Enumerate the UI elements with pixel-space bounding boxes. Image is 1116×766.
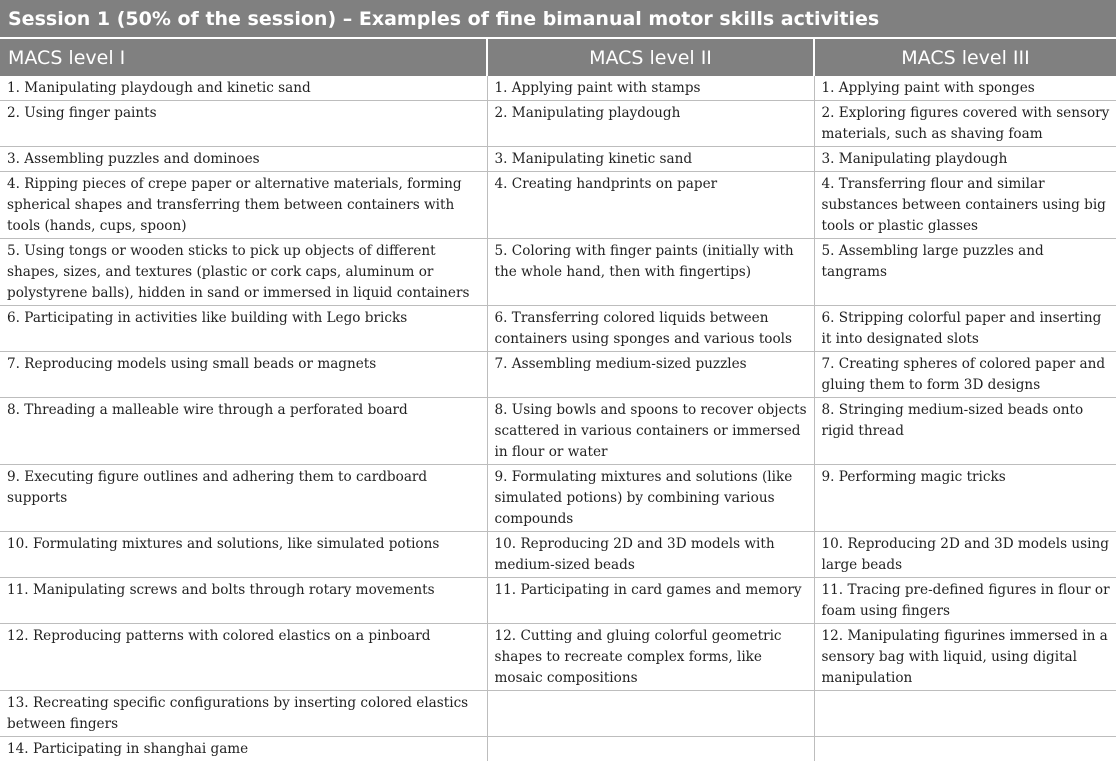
table-cell-macs-2: 2. Manipulating playdough — [487, 101, 814, 147]
table-cell-macs-2: 7. Assembling medium-sized puzzles — [487, 352, 814, 398]
table-cell-macs-3: 7. Creating spheres of colored paper and gluing them to form 3D designs — [814, 352, 1116, 398]
table-row — [0, 101, 1116, 147]
table-row — [0, 306, 1116, 352]
table-cell-macs-3: 6. Stripping colorful paper and inserting it into designated slots — [814, 306, 1116, 352]
table-cell-macs-2: 3. Manipulating kinetic sand — [487, 147, 814, 172]
table-cell-macs-2: 6. Transferring colored liquids between containers using sponges and various tools — [487, 306, 814, 352]
table-row — [0, 76, 1116, 101]
table-row — [0, 172, 1116, 239]
table-row — [0, 352, 1116, 398]
table-cell-macs-2: 4. Creating handprints on paper — [487, 172, 814, 239]
table-cell-macs-2: 1. Applying paint with stamps — [487, 76, 814, 101]
table-cell-macs-1: 4. Ripping pieces of crepe paper or alternative materials, forming spherical shapes and transferring them between containers with tools (hands, cups, spoon) — [0, 172, 487, 239]
table-cell-macs-1: 10. Formulating mixtures and solutions, like simulated potions — [0, 532, 487, 578]
column-header-macs-1: MACS level I — [0, 38, 487, 76]
table-cell-macs-1: 7. Reproducing models using small beads or magnets — [0, 352, 487, 398]
table-cell-macs-1: 9. Executing figure outlines and adhering them to cardboard supports — [0, 465, 487, 532]
table-row — [0, 532, 1116, 578]
table-cell-macs-3: 9. Performing magic tricks — [814, 465, 1116, 532]
table-row — [0, 465, 1116, 532]
table-row — [0, 624, 1116, 691]
table-cell-macs-3: 10. Reproducing 2D and 3D models using large beads — [814, 532, 1116, 578]
table-cell-macs-2: 12. Cutting and gluing colorful geometric shapes to recreate complex forms, like mosaic compositions — [487, 624, 814, 691]
table-row — [0, 691, 1116, 737]
table-cell-macs-1: 14. Participating in shanghai game — [0, 737, 487, 762]
table-cell-macs-3: 2. Exploring figures covered with sensory materials, such as shaving foam — [814, 101, 1116, 147]
table-cell-macs-3: 1. Applying paint with sponges — [814, 76, 1116, 101]
table-cell-macs-2: 11. Participating in card games and memory — [487, 578, 814, 624]
table-row — [0, 578, 1116, 624]
table-row — [0, 737, 1116, 762]
table-cell-macs-1: 6. Participating in activities like building with Lego bricks — [0, 306, 487, 352]
table-cell-macs-1: 12. Reproducing patterns with colored elastics on a pinboard — [0, 624, 487, 691]
table-cell-macs-3: 11. Tracing pre-defined figures in flour or foam using fingers — [814, 578, 1116, 624]
table-cell-macs-3 — [814, 691, 1116, 737]
column-header-macs-3: MACS level III — [814, 38, 1116, 76]
table-cell-macs-1: 5. Using tongs or wooden sticks to pick up objects of different shapes, sizes, and textures (plastic or cork caps, aluminum or polystyrene balls), hidden in sand or immersed in liquid containers — [0, 239, 487, 306]
table-cell-macs-3: 4. Transferring flour and similar substances between containers using big tools or plastic glasses — [814, 172, 1116, 239]
table-cell-macs-3 — [814, 737, 1116, 762]
table-cell-macs-1: 11. Manipulating screws and bolts through rotary movements — [0, 578, 487, 624]
table-cell-macs-3: 8. Stringing medium-sized beads onto rigid thread — [814, 398, 1116, 465]
table-row — [0, 147, 1116, 172]
table-title: Session 1 (50% of the session) – Examples of fine bimanual motor skills activities — [0, 0, 1116, 38]
table-cell-macs-2: 5. Coloring with finger paints (initially with the whole hand, then with fingertips) — [487, 239, 814, 306]
column-header-macs-2: MACS level II — [487, 38, 814, 76]
table-body — [0, 76, 1116, 761]
table-cell-macs-2: 8. Using bowls and spoons to recover objects scattered in various containers or immersed in flour or water — [487, 398, 814, 465]
table-cell-macs-3: 3. Manipulating playdough — [814, 147, 1116, 172]
table-cell-macs-2 — [487, 737, 814, 762]
table-cell-macs-1: 1. Manipulating playdough and kinetic sand — [0, 76, 487, 101]
table-cell-macs-2 — [487, 691, 814, 737]
table-row — [0, 398, 1116, 465]
table-cell-macs-1: 13. Recreating specific configurations by inserting colored elastics between fingers — [0, 691, 487, 737]
table-cell-macs-2: 10. Reproducing 2D and 3D models with medium-sized beads — [487, 532, 814, 578]
table-cell-macs-1: 8. Threading a malleable wire through a perforated board — [0, 398, 487, 465]
table-cell-macs-1: 2. Using finger paints — [0, 101, 487, 147]
table-cell-macs-2: 9. Formulating mixtures and solutions (like simulated potions) by combining various compounds — [487, 465, 814, 532]
table-cell-macs-3: 12. Manipulating figurines immersed in a sensory bag with liquid, using digital manipulation — [814, 624, 1116, 691]
table-cell-macs-1: 3. Assembling puzzles and dominoes — [0, 147, 487, 172]
table-cell-macs-3: 5. Assembling large puzzles and tangrams — [814, 239, 1116, 306]
table-row — [0, 239, 1116, 306]
